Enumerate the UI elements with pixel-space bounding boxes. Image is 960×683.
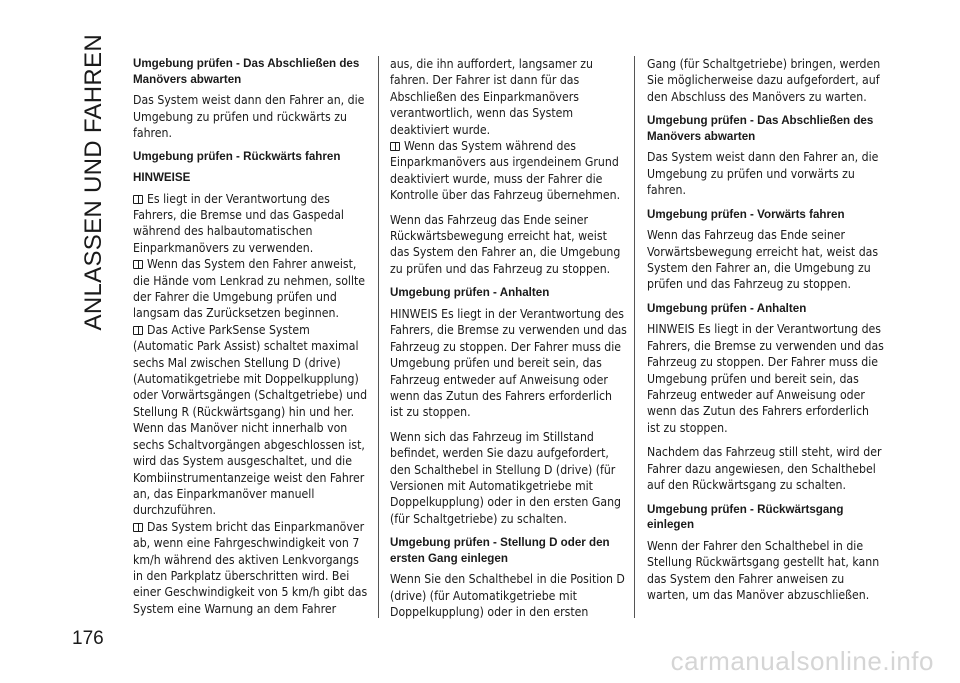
note-text: Wenn das System den Fahrer anweist, die Hände vom Lenkrad zu nehmen, sollte der Fahrer die Umgebung prüfen und langsam das Zurücksetzen beginnen. bbox=[133, 257, 366, 321]
notes-heading: HINWEISE bbox=[133, 171, 191, 184]
text-column-3 bbox=[647, 56, 885, 611]
book-icon bbox=[133, 195, 143, 204]
paragraph: Nachdem das Fahrzeug still steht, wird der Fahrer dazu angewiesen, den Schalthebel auf den Rückwärtsgang zu schalten. bbox=[647, 445, 882, 493]
section-title-text: ANLASSEN UND FAHREN bbox=[80, 33, 107, 330]
paragraph: Gang (für Schaltgetriebe) bringen, werden Sie möglicherweise dazu aufgefordert, auf den Abschluss des Manövers zu warten. bbox=[647, 57, 881, 104]
subheading: Umgebung prüfen - Das Abschließen des Manövers abwarten bbox=[133, 57, 360, 86]
paragraph: Wenn sich das Fahrzeug im Stillstand befindet, werden Sie dazu aufgefordert, den Schalthebel in Stellung D (drive) (für Versionen mit Automatikgetriebe mit Doppelkupplung) oder in den ersten Gang (für Schaltgetriebe) zu schalten. bbox=[390, 429, 621, 526]
subheading: Umgebung prüfen - Vorwärts fahren bbox=[647, 207, 845, 221]
paragraph: Wenn das Fahrzeug das Ende seiner Rückwärtsbewegung erreicht hat, weist das System den Fahrer an, die Umgebung zu prüfen und das Fahrzeug zu stoppen. bbox=[390, 212, 621, 276]
paragraph: Wenn Sie den Schalthebel in die Position D (drive) (für Automatikgetriebe mit Doppelkupplung) oder in den ersten bbox=[390, 572, 625, 620]
note-text: Wenn das System während des Einparkmanövers aus irgendeinem Grund deaktiviert wurde, muss der Fahrer die Kontrolle über das Fahrzeug übernehmen. bbox=[390, 139, 621, 203]
text-column-1 bbox=[133, 56, 371, 617]
column-divider bbox=[634, 56, 635, 618]
book-icon bbox=[133, 260, 143, 269]
text-column-2 bbox=[390, 56, 628, 629]
book-icon bbox=[390, 142, 400, 151]
paragraph: Wenn das Fahrzeug das Ende seiner Vorwärtsbewegung erreicht hat, weist das System den Fahrer an, die Umgebung zu prüfen und das Fahrzeug zu stoppen. bbox=[647, 228, 879, 292]
section-title bbox=[64, 33, 124, 330]
paragraph: aus, die ihn auffordert, langsamer zu fahren. Der Fahrer ist dann für das Abschließen des Einparkmanövers verantwortlich, wenn das System deaktiviert wurde. bbox=[390, 57, 593, 137]
paragraph: Das System weist dann den Fahrer an, die Umgebung zu prüfen und rückwärts zu fahren. bbox=[133, 93, 365, 140]
subheading: Umgebung prüfen - Anhalten bbox=[647, 301, 807, 315]
page-number: 176 bbox=[72, 628, 104, 649]
paragraph: Wenn der Fahrer den Schalthebel in die Stellung Rückwärtsgang gestellt hat, kann das System den Fahrer anweisen zu warten, um das Manöver abzuschließen. bbox=[647, 538, 880, 602]
note-item bbox=[133, 256, 371, 322]
note-text: Das Active ParkSense System (Automatic Park Assist) schaltet maximal sechs Mal zwischen Stellung D (drive) (Automatikgetriebe mit Doppelkupplung) oder Vorwärtsgängen (Schaltgetriebe) und Stellung R (Rückwärtsgang) hin und her. Wenn das Manöver nicht innerhalb von sechs Schaltvorgängen abgeschlossen ist, wird das System ausgeschaltet, und die Kombiinstrumentanzeige weist den Fahrer an, das Einparkmanöver manuell durchzuführen. bbox=[133, 322, 368, 518]
note-item bbox=[390, 138, 628, 204]
paragraph: Das System weist dann den Fahrer an, die Umgebung zu prüfen und vorwärts zu fahren. bbox=[647, 150, 879, 198]
note-text: Es liegt in der Verantwortung des Fahrers, die Bremse und das Gaspedal während des halbautomatischen Einparkmanövers zu verwenden. bbox=[133, 191, 344, 255]
book-icon bbox=[133, 326, 143, 335]
subheading: Umgebung prüfen - Stellung D oder den ersten Gang einlegen bbox=[390, 536, 610, 565]
subheading: Umgebung prüfen - Rückwärtsgang einlegen bbox=[647, 502, 844, 532]
paragraph: HINWEIS Es liegt in der Verantwortung des Fahrers, die Bremse zu verwenden und das Fahrzeug zu stoppen. Der Fahrer muss die Umgebung prüfen und bereit sein, das Fahrzeug entweder auf Anweisung oder wenn das Zutun des Fahrers erforderlich ist zu stoppen. bbox=[647, 322, 884, 435]
book-icon bbox=[133, 523, 143, 532]
paragraph: HINWEIS Es liegt in der Verantwortung des Fahrers, die Bremse zu verwenden und das Fahrzeug zu stoppen. Der Fahrer muss die Umgebung prüfen und bereit sein, das Fahrzeug entweder auf Anweisung oder wenn das Zutun des Fahrers erforderlich ist zu stoppen. bbox=[390, 306, 627, 420]
note-text: Das System bricht das Einparkmanöver ab, wenn eine Fahrgeschwindigkeit von 7 km/h während des aktiven Lenkvorgangs in den Parkplatz überschritten wird. Bei einer Geschwindigkeit von 5 km/h gibt das System eine Warnung an dem Fahrer bbox=[133, 519, 368, 616]
watermark-text: carmanualsonline.info bbox=[670, 646, 934, 676]
note-item bbox=[133, 519, 371, 617]
subheading: Umgebung prüfen - Rückwärts fahren bbox=[133, 150, 341, 164]
subheading: Umgebung prüfen - Das Abschließen des Manövers abwarten bbox=[647, 114, 874, 143]
subheading: Umgebung prüfen - Anhalten bbox=[390, 286, 550, 300]
column-divider bbox=[378, 56, 379, 618]
note-item bbox=[133, 322, 371, 519]
note-item bbox=[133, 191, 371, 257]
